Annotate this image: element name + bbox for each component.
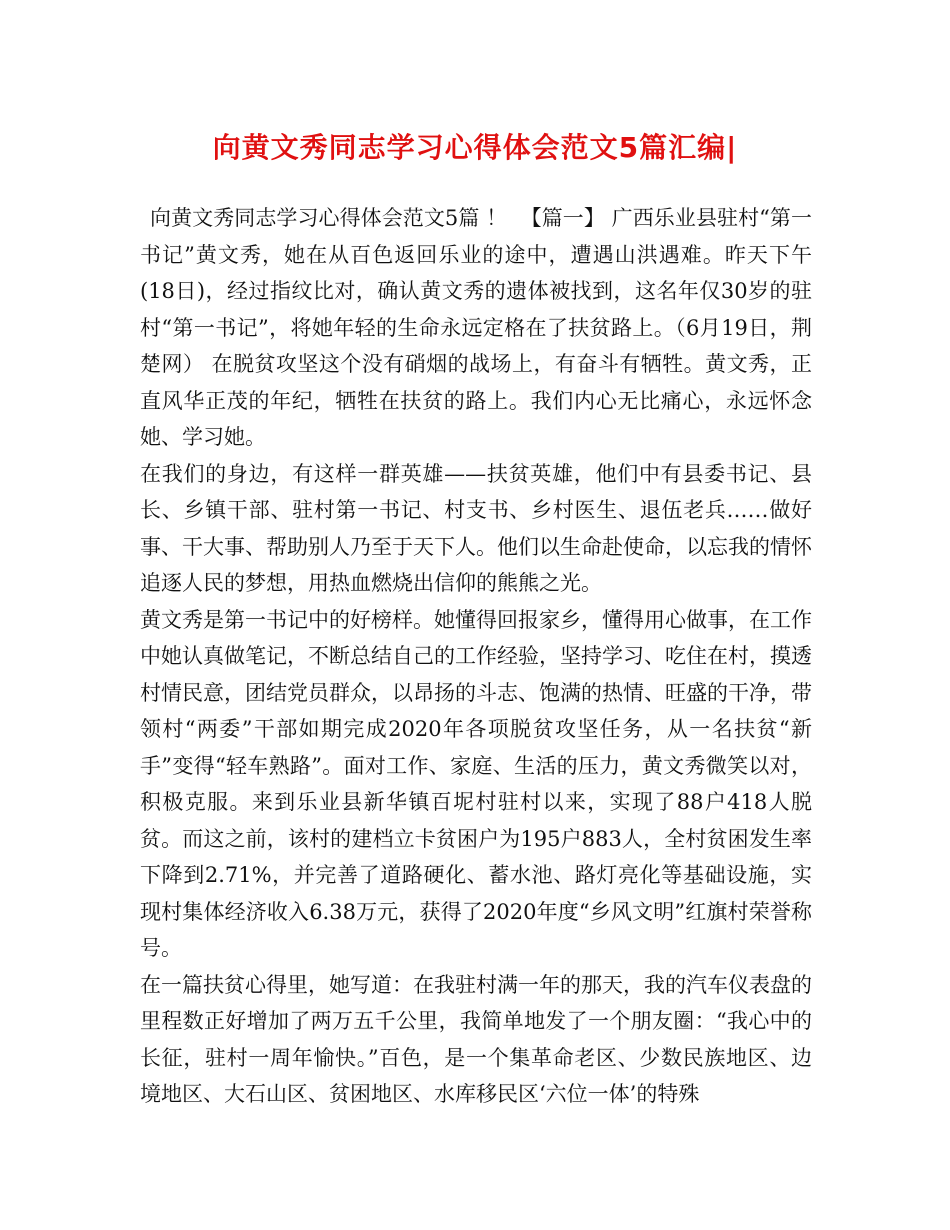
paragraph-4: 在一篇扶贫心得里，她写道：在我驻村满一年的那天，我的汽车仪表盘的里程数正好增加了两万五千公里，我简单地发了一个朋友圈：“我心中的长征，驻村一周年愉快。”百色，是一个集革命老区、少数民族地区、边境地区、大石山区、贫困地区、水库移民区‘六位一体’的特殊 — [140, 972, 812, 1106]
document-body — [140, 200, 812, 1113]
paragraph-3: 黄文秀是第一书记中的好榜样。她懂得回报家乡，懂得用心做事，在工作中她认真做笔记，不断总结自己的工作经验，坚持学习、吃住在村，摸透村情民意，团结党员群众，以昂扬的斗志、饱满的热情、旺盛的干净，带领村“两委”干部如期完成2020年各项脱贫攻坚任务，从一名扶贫“新手”变得“轻车熟路”。面对工作、家庭、生活的压力，黄文秀微笑以对，积极克服。来到乐业县新华镇百坭村驻村以来，实现了88户418人脱贫。而这之前，该村的建档立卡贫困户为195户883人，全村贫困发生率下降到2.71%，并完善了道路硬化、蓄水池、路灯亮化等基础设施，实现村集体经济收入6.38万元，获得了2020年度“乡风文明”红旗村荣誉称号。 — [140, 607, 812, 960]
paragraph-2: 在我们的身边，有这样一群英雄——扶贫英雄，他们中有县委书记、县长、乡镇干部、驻村第一书记、村支书、乡村医生、退伍老兵……做好事、干大事、帮助别人乃至于天下人。他们以生命赴使命，以忘我的情怀追逐人民的梦想，用热血燃烧出信仰的熊熊之光。 — [140, 461, 812, 595]
document-title: 向黄文秀同志学习心得体会范文5篇汇编| — [212, 131, 738, 164]
paragraph-1: 向黄文秀同志学习心得体会范文5篇 ！ 【篇一】 广西乐业县驻村“第一书记”黄文秀，她在从百色返回乐业的途中，遭遇山洪遇难。昨天下午(18日)，经过指纹比对，确认黄文秀的遗体被找到，这名年仅30岁的驻村“第一书记”，将她年轻的生命永远定格在了扶贫路上。（6月19日，荆楚网） 在脱贫攻坚这个没有硝烟的战场上，有奋斗有牺牲。黄文秀，正直风华正茂的年纪，牺牲在扶贫的路上。我们内心无比痛心，永远怀念她、学习她。 — [140, 206, 812, 449]
